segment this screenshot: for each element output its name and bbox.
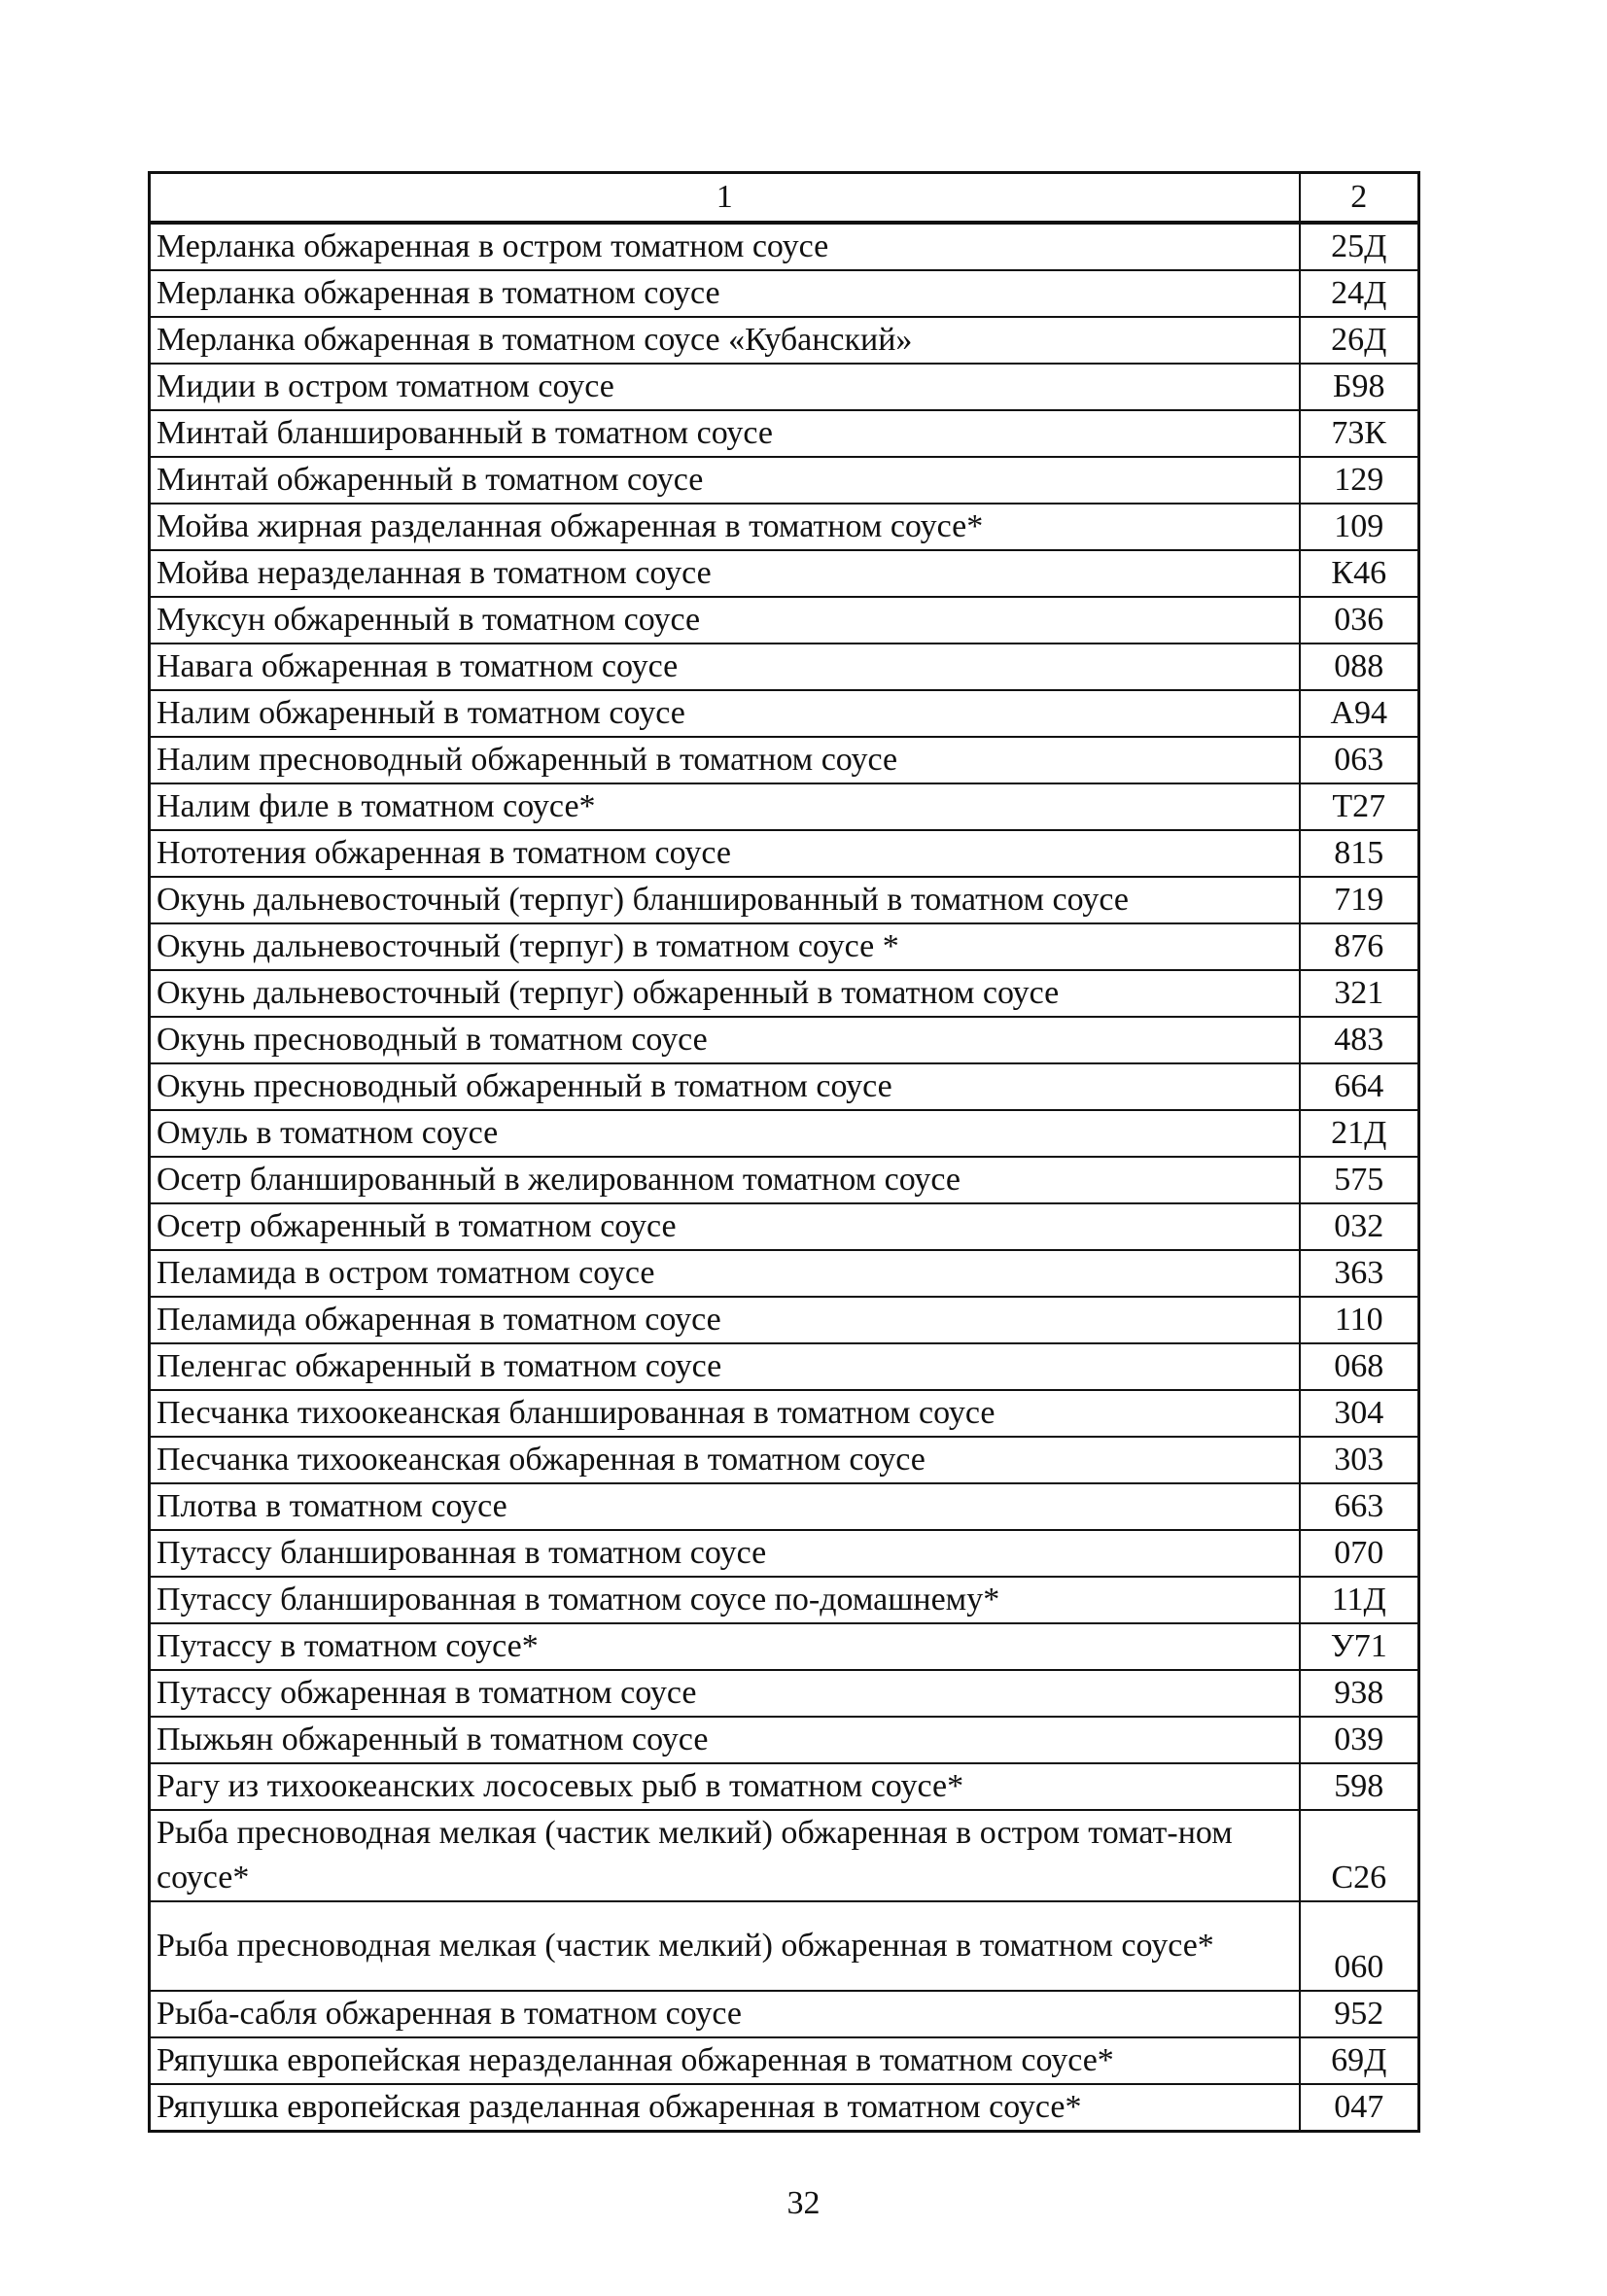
- product-code: 876: [1300, 923, 1419, 970]
- product-name: Минтай бланшированный в томатном соусе: [150, 410, 1300, 457]
- table-row: [150, 923, 1419, 970]
- product-code: С26: [1300, 1810, 1419, 1901]
- product-code: 73К: [1300, 410, 1419, 457]
- product-code: 303: [1300, 1437, 1419, 1483]
- table-row: [150, 1297, 1419, 1343]
- table-row: [150, 550, 1419, 597]
- product-name: Мерланка обжаренная в томатном соусе: [150, 270, 1300, 317]
- product-name: Налим обжаренный в томатном соусе: [150, 690, 1300, 737]
- product-code: 815: [1300, 830, 1419, 877]
- product-code: 663: [1300, 1483, 1419, 1530]
- product-name: Рагу из тихоокеанских лососевых рыб в томатном соусе*: [150, 1763, 1300, 1810]
- product-name: Окунь пресноводный обжаренный в томатном соусе: [150, 1063, 1300, 1110]
- table-row: [150, 1901, 1419, 1991]
- product-code: 047: [1300, 2084, 1419, 2132]
- product-name: Окунь дальневосточный (терпуг) бланшированный в томатном соусе: [150, 877, 1300, 923]
- table-row: [150, 644, 1419, 690]
- product-name: Рыба пресноводная мелкая (частик мелкий) обжаренная в томатном соусе*: [150, 1901, 1300, 1991]
- product-code: 664: [1300, 1063, 1419, 1110]
- table-body: [150, 223, 1419, 2132]
- product-name: Ряпушка европейская разделанная обжаренная в томатном соусе*: [150, 2084, 1300, 2132]
- table-row: [150, 1483, 1419, 1530]
- table-row: [150, 1623, 1419, 1670]
- product-name: Мидии в остром томатном соусе: [150, 364, 1300, 410]
- product-code: 938: [1300, 1670, 1419, 1717]
- product-name: Минтай обжаренный в томатном соусе: [150, 457, 1300, 504]
- product-code: 068: [1300, 1343, 1419, 1390]
- product-name: Путассу обжаренная в томатном соусе: [150, 1670, 1300, 1717]
- product-code: 070: [1300, 1530, 1419, 1577]
- product-name: Рыба-сабля обжаренная в томатном соусе: [150, 1991, 1300, 2037]
- table-row: [150, 1763, 1419, 1810]
- product-code: 088: [1300, 644, 1419, 690]
- product-name: Муксун обжаренный в томатном соусе: [150, 597, 1300, 644]
- product-name: Путассу в томатном соусе*: [150, 1623, 1300, 1670]
- product-name: Пыжьян обжаренный в томатном соусе: [150, 1717, 1300, 1763]
- product-code: 575: [1300, 1157, 1419, 1203]
- product-code: 363: [1300, 1250, 1419, 1297]
- table-row: [150, 1530, 1419, 1577]
- product-name: Ряпушка европейская неразделанная обжаренная в томатном соусе*: [150, 2037, 1300, 2084]
- product-code-table: [148, 171, 1420, 2133]
- table-row: [150, 783, 1419, 830]
- product-name: Пеленгас обжаренный в томатном соусе: [150, 1343, 1300, 1390]
- table-row: [150, 1670, 1419, 1717]
- table-row: [150, 223, 1419, 270]
- product-name: Окунь пресноводный в томатном соусе: [150, 1017, 1300, 1063]
- product-name: Налим пресноводный обжаренный в томатном соусе: [150, 737, 1300, 783]
- table-row: [150, 877, 1419, 923]
- product-name: Осетр бланшированный в желированном томатном соусе: [150, 1157, 1300, 1203]
- table-row: [150, 2084, 1419, 2132]
- product-code: 25Д: [1300, 223, 1419, 270]
- table-row: [150, 597, 1419, 644]
- table-row: [150, 317, 1419, 364]
- table-row: [150, 1717, 1419, 1763]
- product-code: 598: [1300, 1763, 1419, 1810]
- product-name: Омуль в томатном соусе: [150, 1110, 1300, 1157]
- product-name: Мойва неразделанная в томатном соусе: [150, 550, 1300, 597]
- product-name: Мойва жирная разделанная обжаренная в томатном соусе*: [150, 504, 1300, 550]
- table-row: [150, 1991, 1419, 2037]
- table-header-row: [150, 173, 1419, 224]
- table-row: [150, 1203, 1419, 1250]
- table-row: [150, 970, 1419, 1017]
- product-code: 483: [1300, 1017, 1419, 1063]
- product-code: 109: [1300, 504, 1419, 550]
- table-row: [150, 1437, 1419, 1483]
- product-name: Песчанка тихоокеанская бланшированная в томатном соусе: [150, 1390, 1300, 1437]
- column-header-2: 2: [1300, 173, 1419, 224]
- table-row: [150, 690, 1419, 737]
- table-row: [150, 1110, 1419, 1157]
- product-name: Окунь дальневосточный (терпуг) обжаренный в томатном соусе: [150, 970, 1300, 1017]
- product-name: Навага обжаренная в томатном соусе: [150, 644, 1300, 690]
- product-code: 039: [1300, 1717, 1419, 1763]
- product-code: 032: [1300, 1203, 1419, 1250]
- product-code: К46: [1300, 550, 1419, 597]
- product-name: Плотва в томатном соусе: [150, 1483, 1300, 1530]
- product-code: 719: [1300, 877, 1419, 923]
- product-name: Песчанка тихоокеанская обжаренная в томатном соусе: [150, 1437, 1300, 1483]
- product-name: Мерланка обжаренная в остром томатном соусе: [150, 223, 1300, 270]
- product-code: 321: [1300, 970, 1419, 1017]
- product-code: Т27: [1300, 783, 1419, 830]
- product-code: 060: [1300, 1901, 1419, 1991]
- table-row: [150, 270, 1419, 317]
- table-row: [150, 364, 1419, 410]
- table-row: [150, 504, 1419, 550]
- column-header-1: 1: [150, 173, 1300, 224]
- product-code: 21Д: [1300, 1110, 1419, 1157]
- table-row: [150, 737, 1419, 783]
- product-name: Рыба пресноводная мелкая (частик мелкий) обжаренная в остром томат-ном соусе*: [150, 1810, 1300, 1901]
- product-name: Путассу бланшированная в томатном соусе по-домашнему*: [150, 1577, 1300, 1623]
- product-name: Мерланка обжаренная в томатном соусе «Кубанский»: [150, 317, 1300, 364]
- product-code: А94: [1300, 690, 1419, 737]
- product-code: 110: [1300, 1297, 1419, 1343]
- product-name: Нототения обжаренная в томатном соусе: [150, 830, 1300, 877]
- product-code: 036: [1300, 597, 1419, 644]
- table-row: [150, 1343, 1419, 1390]
- product-name: Пеламида в остром томатном соусе: [150, 1250, 1300, 1297]
- table-row: [150, 1810, 1419, 1901]
- product-name: Путассу бланшированная в томатном соусе: [150, 1530, 1300, 1577]
- page-number: 32: [786, 2185, 821, 2221]
- table-row: [150, 457, 1419, 504]
- table-row: [150, 410, 1419, 457]
- product-code: 129: [1300, 457, 1419, 504]
- table-row: [150, 830, 1419, 877]
- table-row: [150, 1063, 1419, 1110]
- product-name: Налим филе в томатном соусе*: [150, 783, 1300, 830]
- product-code: 24Д: [1300, 270, 1419, 317]
- table-row: [150, 1157, 1419, 1203]
- product-name: Осетр обжаренный в томатном соусе: [150, 1203, 1300, 1250]
- table-row: [150, 1390, 1419, 1437]
- product-code: У71: [1300, 1623, 1419, 1670]
- table-row: [150, 2037, 1419, 2084]
- product-code: 26Д: [1300, 317, 1419, 364]
- table-row: [150, 1017, 1419, 1063]
- table-row: [150, 1250, 1419, 1297]
- product-code: 304: [1300, 1390, 1419, 1437]
- product-code: Б98: [1300, 364, 1419, 410]
- product-code: 11Д: [1300, 1577, 1419, 1623]
- product-name: Окунь дальневосточный (терпуг) в томатном соусе *: [150, 923, 1300, 970]
- product-code: 952: [1300, 1991, 1419, 2037]
- product-code: 69Д: [1300, 2037, 1419, 2084]
- product-code: 063: [1300, 737, 1419, 783]
- product-name: Пеламида обжаренная в томатном соусе: [150, 1297, 1300, 1343]
- table-row: [150, 1577, 1419, 1623]
